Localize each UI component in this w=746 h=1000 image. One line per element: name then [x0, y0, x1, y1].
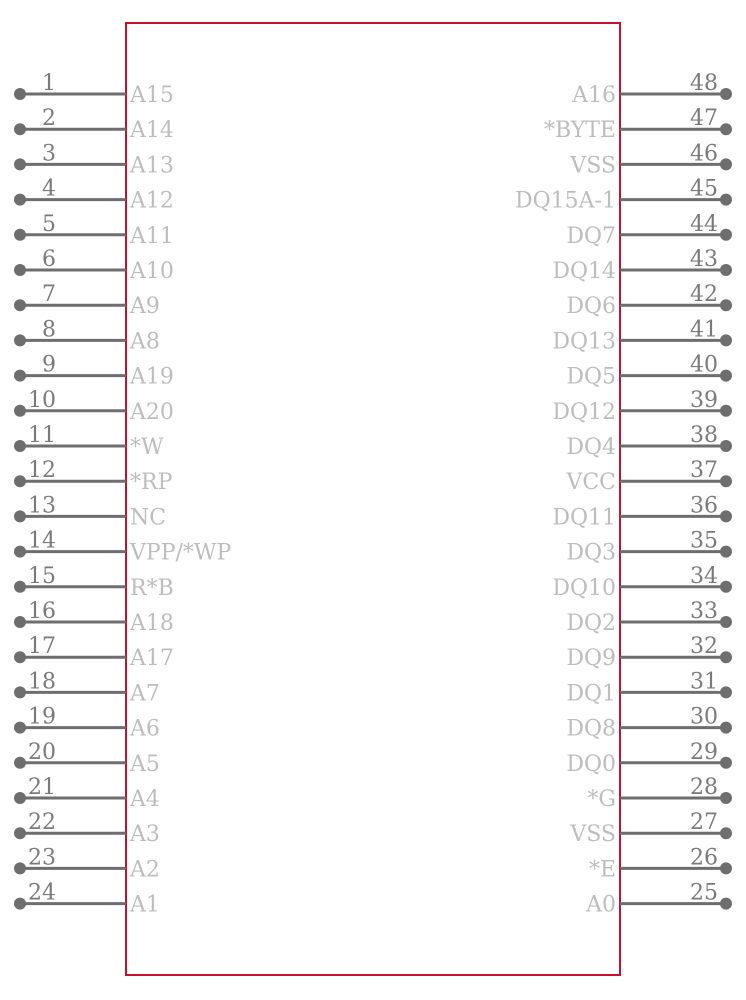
- pin-number: 45: [690, 176, 718, 202]
- pin-terminal-dot: [14, 898, 26, 910]
- pin-number: 17: [28, 634, 56, 660]
- pin-name: A11: [130, 223, 174, 249]
- pin-terminal-dot: [14, 475, 26, 487]
- pin-48: [571, 71, 732, 108]
- pin-number: 13: [28, 493, 56, 519]
- pin-terminal-dot: [14, 862, 26, 874]
- pin-40: [566, 353, 732, 390]
- pin-terminal-dot: [14, 581, 26, 593]
- pin-number: 6: [42, 247, 56, 272]
- pin-name: DQ9: [566, 646, 616, 672]
- pin-terminal-dot: [14, 616, 26, 628]
- pin-name: *G: [587, 787, 616, 812]
- pin-number: 43: [690, 247, 718, 272]
- pin-name: NC: [130, 505, 167, 531]
- pin-number: 7: [42, 282, 56, 308]
- pin-13: [14, 493, 166, 530]
- pin-37: [565, 458, 732, 495]
- left-pin-column: [14, 71, 232, 918]
- pin-17: [14, 634, 174, 671]
- pin-10: [14, 388, 174, 425]
- pin-name: DQ2: [566, 611, 616, 636]
- pin-name: DQ12: [552, 399, 616, 425]
- pin-6: [14, 247, 174, 284]
- pin-name: A3: [130, 822, 160, 848]
- pin-number: 34: [690, 563, 718, 589]
- pin-name: DQ4: [566, 435, 616, 460]
- pin-name: A0: [586, 892, 616, 918]
- pin-24: [14, 881, 160, 918]
- pin-number: 11: [28, 423, 56, 448]
- pin-name: *BYTE: [543, 118, 616, 144]
- pin-name: R*B: [130, 575, 174, 601]
- pin-number: 36: [690, 493, 718, 519]
- pin-4: [14, 177, 174, 214]
- pin-name: A2: [130, 857, 160, 883]
- pin-name: VCC: [566, 470, 616, 496]
- pin-number: 20: [28, 739, 56, 765]
- pin-name: A12: [130, 188, 174, 214]
- pin-number: 9: [42, 352, 56, 378]
- pin-terminal-dot: [14, 827, 26, 839]
- pin-terminal-dot: [720, 229, 732, 241]
- pin-33: [566, 599, 732, 636]
- pin-3: [14, 141, 174, 178]
- pin-41: [552, 317, 732, 354]
- pin-terminal-dot: [720, 370, 732, 382]
- pin-terminal-dot: [720, 792, 732, 804]
- pin-number: 28: [690, 775, 718, 800]
- pin-terminal-dot: [720, 510, 732, 522]
- pin-number: 42: [690, 282, 718, 308]
- pin-name: A7: [130, 681, 160, 707]
- pin-name: DQ14: [552, 259, 616, 284]
- pin-name: A4: [130, 787, 160, 812]
- pin-name: A9: [130, 294, 160, 320]
- pin-terminal-dot: [14, 510, 26, 522]
- pin-name: *E: [588, 857, 616, 883]
- pin-terminal-dot: [720, 264, 732, 276]
- pin-terminal-dot: [14, 370, 26, 382]
- pin-terminal-dot: [14, 757, 26, 769]
- pin-name: A16: [572, 83, 616, 108]
- pin-terminal-dot: [14, 194, 26, 206]
- pin-name: A5: [130, 751, 160, 777]
- pin-terminal-dot: [720, 862, 732, 874]
- pin-5: [14, 212, 174, 249]
- pin-number: 14: [28, 528, 56, 554]
- pin-number: 29: [690, 739, 718, 765]
- pin-name: A1: [130, 892, 160, 918]
- pin-11: [14, 423, 164, 460]
- pin-name: VPP/*WP: [130, 540, 232, 566]
- pin-number: 27: [690, 810, 718, 836]
- pin-number: 3: [42, 141, 56, 167]
- pin-terminal-dot: [14, 158, 26, 170]
- pin-number: 10: [28, 387, 56, 413]
- pin-18: [14, 669, 160, 706]
- pin-44: [566, 212, 732, 249]
- pin-number: 48: [690, 71, 718, 96]
- pin-27: [569, 810, 732, 847]
- pin-31: [566, 669, 732, 706]
- pin-name: DQ6: [566, 294, 616, 320]
- pin-terminal-dot: [14, 686, 26, 698]
- pin-terminal-dot: [720, 722, 732, 734]
- pin-terminal-dot: [14, 299, 26, 311]
- pin-19: [14, 705, 160, 742]
- pin-1: [14, 71, 174, 108]
- pin-15: [14, 564, 174, 601]
- pin-terminal-dot: [14, 123, 26, 135]
- pin-name: VSS: [570, 153, 616, 179]
- pin-26: [589, 845, 732, 882]
- pin-9: [14, 353, 174, 390]
- pin-number: 15: [28, 563, 56, 589]
- pin-number: 31: [690, 669, 718, 695]
- pin-terminal-dot: [720, 299, 732, 311]
- pin-terminal-dot: [720, 194, 732, 206]
- pin-42: [566, 282, 732, 319]
- pin-number: 44: [690, 211, 718, 237]
- pin-number: 33: [690, 599, 718, 624]
- pin-20: [14, 740, 160, 777]
- pin-28: [587, 775, 732, 812]
- pin-35: [566, 529, 732, 566]
- pin-terminal-dot: [720, 158, 732, 170]
- pin-name: A18: [130, 611, 174, 636]
- pin-23: [14, 845, 160, 882]
- pin-number: 8: [42, 317, 56, 343]
- pin-name: DQ15A-1: [515, 188, 616, 214]
- pin-name: DQ1: [566, 681, 616, 707]
- pin-12: [14, 458, 173, 495]
- pin-name: DQ13: [552, 329, 616, 355]
- pin-number: 37: [690, 458, 718, 484]
- pin-name: A14: [130, 118, 174, 144]
- pin-number: 21: [28, 775, 56, 800]
- pin-name: A15: [130, 83, 174, 108]
- pin-terminal-dot: [720, 757, 732, 769]
- pin-39: [552, 388, 732, 425]
- pin-name: A17: [130, 646, 174, 672]
- pin-number: 47: [690, 106, 718, 132]
- pin-45: [515, 177, 732, 214]
- pin-34: [552, 564, 732, 601]
- pin-30: [566, 705, 732, 742]
- pin-terminal-dot: [720, 581, 732, 593]
- pin-terminal-dot: [14, 229, 26, 241]
- pin-name: DQ3: [566, 540, 616, 566]
- pin-terminal-dot: [720, 827, 732, 839]
- pin-7: [14, 282, 160, 319]
- pin-number: 24: [28, 880, 56, 906]
- pin-terminal-dot: [14, 405, 26, 417]
- pin-16: [14, 599, 174, 636]
- pin-terminal-dot: [14, 651, 26, 663]
- pin-terminal-dot: [720, 334, 732, 346]
- pin-terminal-dot: [14, 334, 26, 346]
- pin-32: [566, 634, 732, 671]
- pin-terminal-dot: [720, 616, 732, 628]
- pin-name: DQ10: [552, 575, 616, 601]
- pin-terminal-dot: [720, 898, 732, 910]
- pin-number: 5: [42, 211, 56, 237]
- pin-number: 23: [28, 845, 56, 871]
- pin-number: 38: [690, 423, 718, 448]
- pin-name: DQ7: [566, 223, 616, 249]
- pin-number: 16: [28, 599, 56, 624]
- pin-36: [552, 493, 732, 530]
- pin-number: 19: [28, 704, 56, 730]
- pin-name: A13: [130, 153, 174, 179]
- pin-38: [566, 423, 732, 460]
- pin-terminal-dot: [720, 405, 732, 417]
- pin-number: 46: [690, 141, 718, 167]
- pin-name: A20: [130, 399, 174, 425]
- pin-number: 12: [28, 458, 56, 484]
- pin-name: DQ11: [552, 505, 616, 531]
- pin-terminal-dot: [720, 440, 732, 452]
- pin-number: 40: [690, 352, 718, 378]
- pin-terminal-dot: [720, 88, 732, 100]
- pin-47: [544, 106, 732, 143]
- pin-name: A8: [130, 329, 160, 355]
- pin-name: A19: [130, 364, 174, 390]
- pin-terminal-dot: [720, 475, 732, 487]
- pin-14: [14, 529, 232, 566]
- pin-number: 30: [690, 704, 718, 730]
- pin-terminal-dot: [720, 123, 732, 135]
- pin-number: 25: [690, 880, 718, 906]
- pin-name: *W: [130, 435, 164, 460]
- pin-name: *RP: [130, 470, 173, 496]
- pin-number: 4: [42, 176, 56, 202]
- pin-number: 26: [690, 845, 718, 871]
- pin-terminal-dot: [14, 88, 26, 100]
- pin-name: DQ8: [566, 716, 616, 742]
- pin-terminal-dot: [720, 546, 732, 558]
- pin-terminal-dot: [14, 722, 26, 734]
- pin-number: 2: [42, 106, 56, 132]
- ic-body-outline: [126, 23, 620, 975]
- pin-name: VSS: [570, 822, 616, 848]
- pin-29: [566, 740, 732, 777]
- right-pin-column: [515, 71, 732, 918]
- pin-43: [552, 247, 732, 284]
- pin-number: 18: [28, 669, 56, 695]
- pin-number: 35: [690, 528, 718, 554]
- pin-number: 39: [690, 387, 718, 413]
- pin-22: [14, 810, 160, 847]
- pin-terminal-dot: [14, 792, 26, 804]
- pin-8: [14, 317, 160, 354]
- pin-terminal-dot: [720, 686, 732, 698]
- pin-terminal-dot: [14, 440, 26, 452]
- pin-terminal-dot: [720, 651, 732, 663]
- pin-number: 22: [28, 810, 56, 836]
- pin-terminal-dot: [14, 264, 26, 276]
- pin-name: A6: [130, 716, 160, 742]
- pin-25: [585, 881, 732, 918]
- pin-46: [569, 141, 732, 178]
- pin-number: 41: [690, 317, 718, 343]
- pin-name: DQ5: [566, 364, 616, 390]
- pin-21: [14, 775, 160, 812]
- pin-name: DQ0: [566, 751, 616, 777]
- pin-number: 1: [42, 71, 56, 96]
- pin-terminal-dot: [14, 546, 26, 558]
- pin-name: A10: [130, 259, 174, 284]
- pin-number: 32: [690, 634, 718, 660]
- pin-2: [14, 106, 174, 143]
